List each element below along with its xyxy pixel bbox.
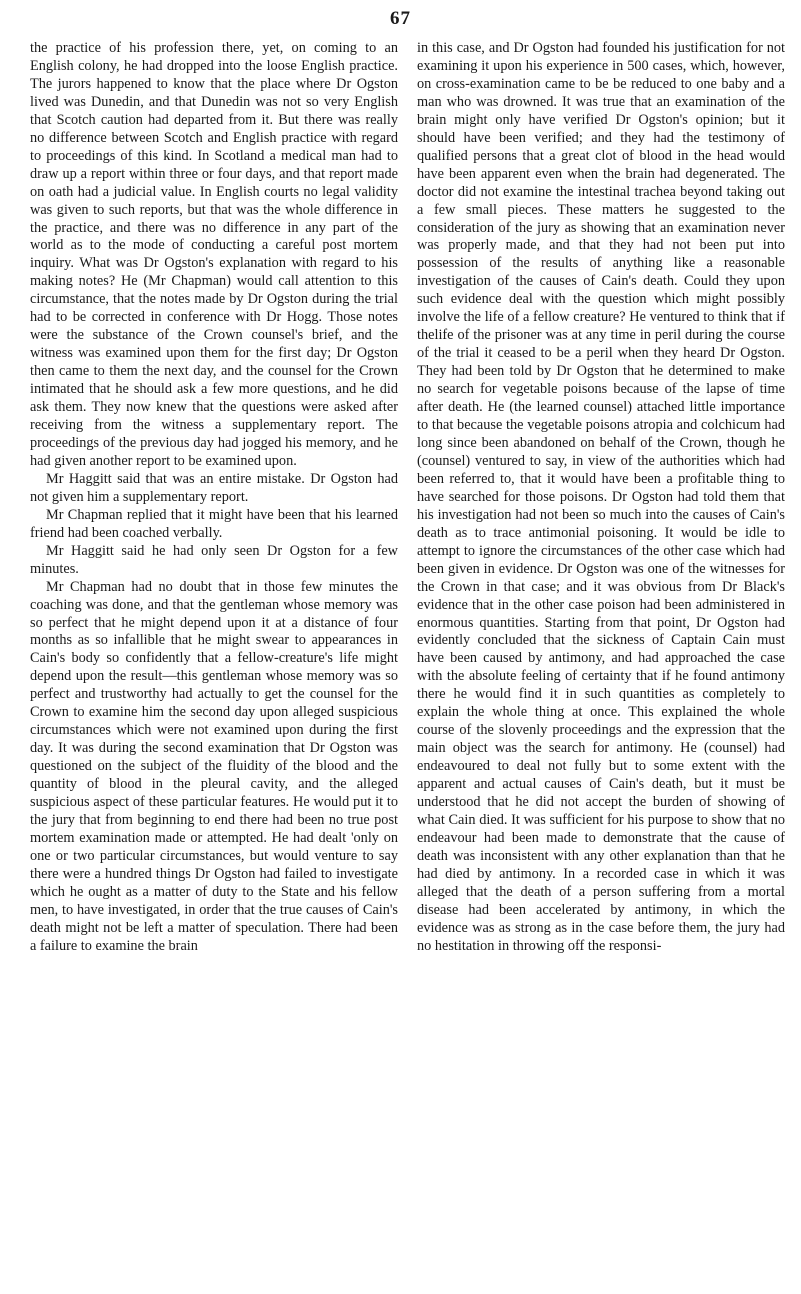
paragraph: Mr Chapman had no doubt that in those few minutes the coaching was done, and that the gentleman whose memory was so perfect that he might depend upon it at a distance of four months as so infallible that he might swear to appearances in Cain's body so confidently that a fellow-creature's life might depend upon the result—this gentleman whose memory was so perfect and trustworthy had actually to get the counsel for the Crown to examine him the second day upon alleged suspicious circumstances which were not examined upon during the first day. It was during the second examination that Dr Ogston was questioned on the subject of the fluidity of the blood and the quantity of blood in the pleural cavity, and the alleged suspicious aspect of these particular features. He would put it to the jury that from beginning to end there had been no true post mortem examination made or attempted. He had dealt 'only on one or two particular circumstances, but would venture to say there were a hundred things Dr Ogston had failed to investigate which he ought as a matter of duty to the State and his fellow men, to have investigated, in order that the true causes of Cain's death might not be left a matter of speculation. There had been a failure to examine the brain bbox=[30, 578, 398, 954]
paragraph: the practice of his profession there, yet, on coming to an English colony, he had dropped into the loose English practice. The jurors happened to know that the place where Dr Ogston lived was Dunedin, and that Dunedin was not so very English that Scotch caution had departed from it. But there was really no difference between Scotch and English practice with regard to proceedings of this kind. In Scotland a medical man had to draw up a report within three or four days, and that report made on oath had a judicial value. In English courts no legal validity was given to such reports, but that was the whole difference in the practice, and there was no difference in any part of the world as to the mode of conducting a careful post mortem inquiry. What was Dr Ogston's explanation with regard to his making notes? He (Mr Chapman) would call attention to this circumstance, that the notes made by Dr Ogston during the trial had to be corrected in conference with Dr Hogg. Those notes were the substance of the Crown counsel's brief, and the witness was examined upon them for the first day; Dr Ogston then came to them the next day, and the counsel for the Crown intimated that he should ask a few more questions, and he did ask them. They now knew that the questions were asked after receiving from the witness a supplementary report. The proceedings of the previous day had jogged his memory, and he had given another report to be examined upon. bbox=[30, 40, 398, 469]
page-number: 67 bbox=[390, 8, 411, 29]
paragraph: Mr Haggitt said he had only seen Dr Ogston for a few minutes. bbox=[30, 542, 398, 577]
paragraph: Mr Haggitt said that was an entire mistake. Dr Ogston had not given him a supplementary report. bbox=[30, 470, 398, 505]
article-body bbox=[30, 40, 785, 1286]
paragraph: Mr Chapman replied that it might have been that his learned friend had been coached verbally. bbox=[30, 506, 398, 541]
paragraph: in this case, and Dr Ogston had founded his justification for not examining it upon his experience in 500 cases, which, however, on cross-examination came to be be reduced to one baby and a man who was drowned. It was true that an examination of the brain might only have verified Dr Ogston's opinion; but it should have been verified; and they had the testimony of qualified persons that a great clot of blood in the head would have been apparent even when the brain had degenerated. The doctor did not examine the intestinal trachea beyond taking out a few small pieces. These matters he suggested to the consideration of the jury as showing that an examination never was properly made, and that they had not been put into possession of the results of anything like a reasonable investigation of the causes of Cain's death. Could they upon such evidence deal with the question which might possibly involve the life of a fellow creature? He ventured to think that if thelife of the prisoner was at any time in peril during the course of the trial it ceased to be a peril when they heard Dr Ogston. They had been told by Dr Ogston that he determined to make no search for vegetable poisons because of the lapse of time after death. He (the learned counsel) attached little importance to that because the vegetable poisons atropia and colchicum had long since been abandoned on behalf of the Crown, though he (counsel) ventured to say, in view of the authorities which had been referred to, that it would have been a profitable thing to have searched for those poisons. Dr Ogston had told them that his investigation had not been so much into the causes of Cain's death as to trace antimonial poisoning. It would be idle to attempt to ignore the circumstances of the other case which had been given in evidence. Dr Ogston was one of the witnesses for the Crown in that case; and it was obvious from Dr Black's evidence that in the other case poison had been administered in enormous quantities. Starting from that point, Dr Ogston had evidently concluded that the sickness of Captain Cain must have been caused by antimony, and had approached the case with the absolute feeling of certainty that if he found antimony there he would find it in such quantities as completely to explain the whole thing at once. This explained the whole course of the slovenly proceedings and the expression that the main object was the search for antimony. He (counsel) had endeavoured to deal not fully but to some extent with the apparent and actual causes of Cain's death, but it must be understood that he did not accept the burden of showing of what Cain died. It was sufficient for his purpose to show that no endeavour had been made to demonstrate that the cause of death was inconsistent with any other explanation than that he had died by antimony. In a recorded case in which it was alleged that the death of a person suffering from a mortal disease had been accelerated by antimony, in which the evidence was as strong as in the case before them, the jury had no hestitation in throwing off the responsi- bbox=[417, 40, 785, 954]
right-column bbox=[417, 40, 785, 1286]
left-column bbox=[30, 40, 398, 1286]
